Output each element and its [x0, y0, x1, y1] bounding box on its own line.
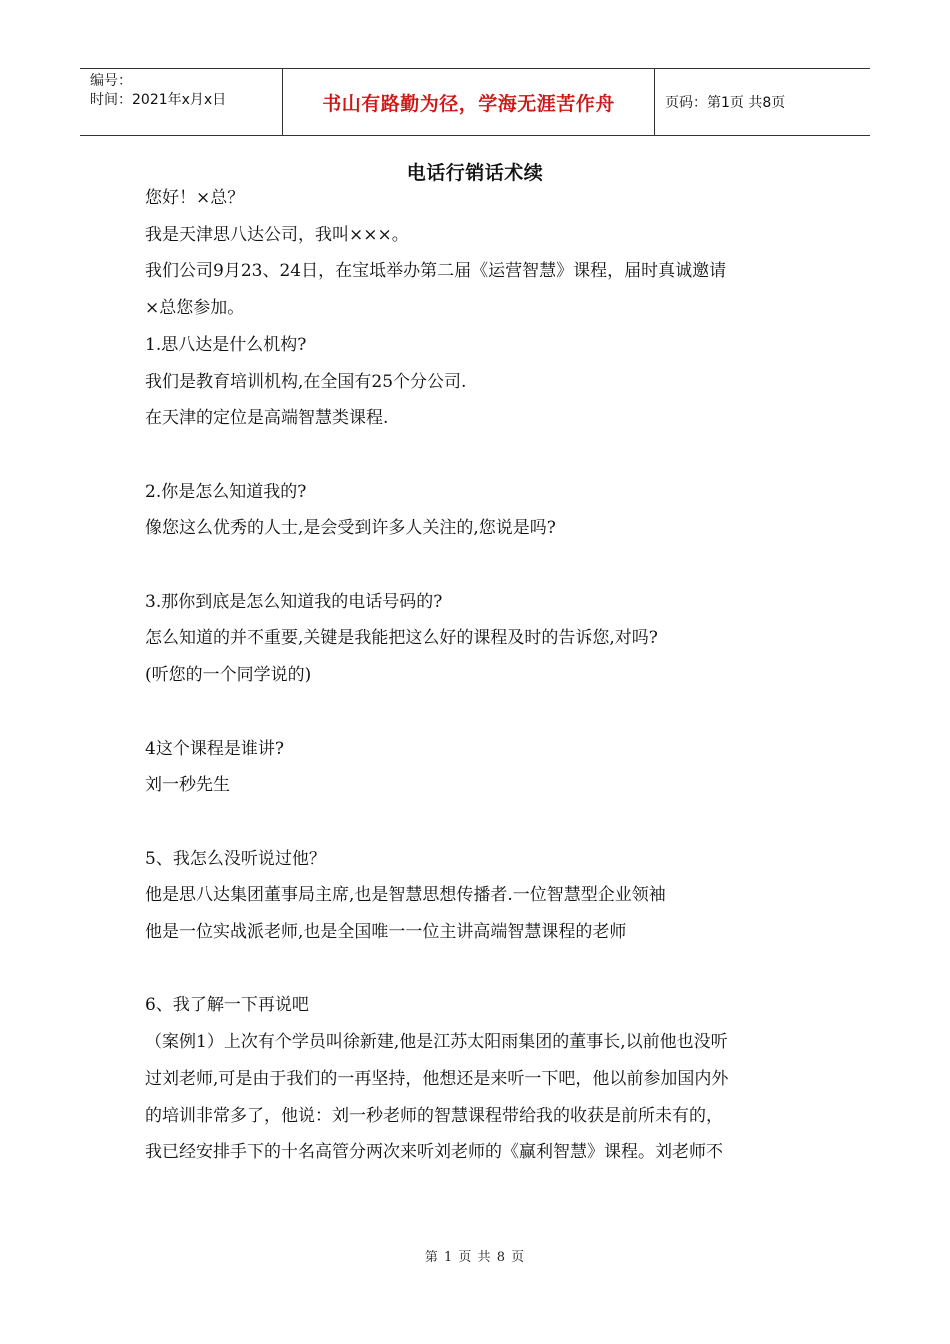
- header-page-info: 页码：第1页 共8页: [665, 95, 786, 111]
- document-body: [145, 180, 805, 1171]
- header-meta: [80, 69, 282, 135]
- blank-line: [145, 694, 805, 731]
- body-line: 我已经安排手下的十名高管分两次来听刘老师的《赢利智慧》课程。刘老师不: [145, 1142, 723, 1163]
- document-header: [80, 68, 870, 136]
- blank-line: [145, 804, 805, 841]
- body-line: (听您的一个同学说的): [145, 665, 312, 686]
- blank-line: [145, 547, 805, 584]
- body-line: 2.你是怎么知道我的?: [145, 481, 307, 502]
- body-line: 1.思八达是什么机构?: [145, 334, 307, 355]
- body-line: 我们公司9月23、24日，在宝坻举办第二届《运营智慧》课程，届时真诚邀请: [145, 261, 727, 282]
- body-line: 您好！×总？: [145, 188, 245, 208]
- document-number-label: 编号：: [90, 73, 132, 89]
- body-line: 刘一秒先生: [145, 775, 230, 796]
- body-line: 他是思八达集团董事局主席,也是智慧思想传播者.一位智慧型企业领袖: [145, 885, 666, 906]
- header-motto: 书山有路勤为径，学海无涯苦作舟: [282, 69, 655, 135]
- body-line: 在天津的定位是高端智慧类课程.: [145, 408, 389, 429]
- body-line: 5、我怎么没听说过他？: [145, 848, 326, 869]
- body-line: 我们是教育培训机构,在全国有25个分公司.: [145, 371, 467, 392]
- body-line: 6、我了解一下再说吧: [145, 995, 309, 1016]
- body-line: 的培训非常多了，他说：刘一秒老师的智慧课程带给我的收获是前所未有的，: [145, 1105, 723, 1126]
- body-line: 3.那你到底是怎么知道我的电话号码的?: [145, 591, 443, 612]
- body-line: ×总您参加。: [145, 298, 245, 319]
- document-date-label: 时间：2021年x月x日: [90, 92, 227, 108]
- page-footer: 第 1 页 共 8 页: [424, 1250, 526, 1265]
- body-line: 他是一位实战派老师,也是全国唯一一位主讲高端智慧课程的老师: [145, 922, 627, 942]
- body-line: 我是天津思八达公司，我叫×××。: [145, 224, 409, 245]
- body-line: 像您这么优秀的人士,是会受到许多人关注的,您说是吗?: [145, 518, 556, 539]
- blank-line: [145, 951, 805, 988]
- document-title: 电话行销话术续: [406, 162, 544, 184]
- body-line: （案例1）上次有个学员叫徐新建,他是江苏太阳雨集团的董事长,以前他也没听: [145, 1032, 728, 1053]
- body-line: 过刘老师,可是由于我们的一再坚持，他想还是来听一下吧，他以前参加国内外: [145, 1068, 729, 1089]
- blank-line: [145, 437, 805, 474]
- body-line: 怎么知道的并不重要,关键是我能把这么好的课程及时的告诉您,对吗?: [145, 628, 658, 649]
- body-line: 4这个课程是谁讲?: [145, 738, 284, 759]
